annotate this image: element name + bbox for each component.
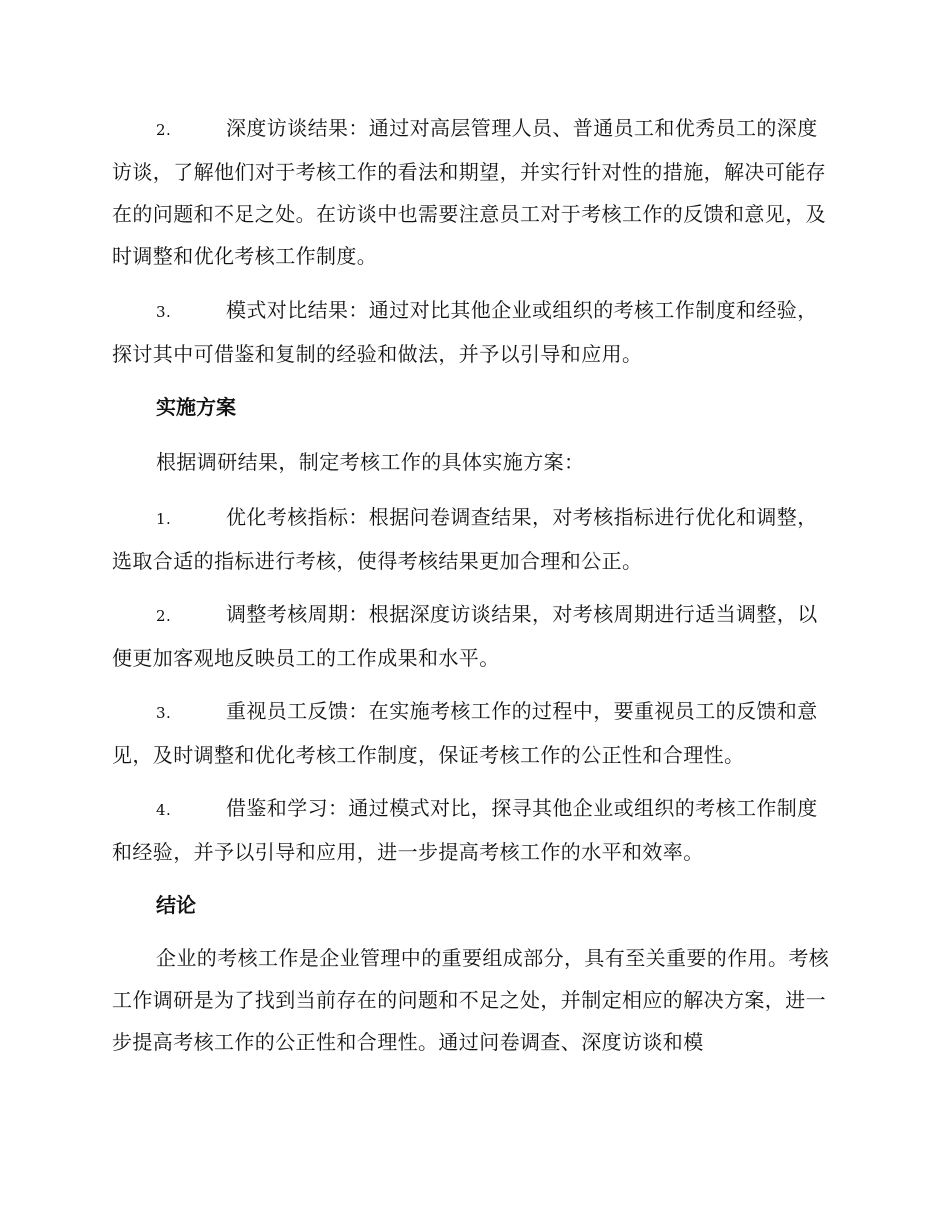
list-item-text: 重视员工反馈：在实施考核工作的过程中，要重视员工的反馈和意见，及时调整和优化考核工作制度，保证考核工作的公正性和合理性。: [112, 699, 818, 767]
list-item-text: 优化考核指标：根据问卷调查结果，对考核指标进行优化和调整，选取合适的指标进行考核，使得考核结果更加合理和公正。: [112, 505, 818, 573]
list-item: [112, 787, 832, 873]
list-item-text: 深度访谈结果：通过对高层管理人员、普通员工和优秀员工的深度访谈，了解他们对于考核工作的看法和期望，并实行针对性的措施，解决可能存在的问题和不足之处。在访谈中也需要注意员工对于考核工作的反馈和意见，及时调整和优化考核工作制度。: [112, 116, 826, 268]
list-item-number: 3.: [156, 303, 172, 321]
list-item: [112, 107, 832, 277]
list-item-text: 模式对比结果：通过对比其他企业或组织的考核工作制度和经验，探讨其中可借鉴和复制的经验和做法，并予以引导和应用。: [112, 298, 818, 366]
conclusion-paragraph: 企业的考核工作是企业管理中的重要组成部分，具有至关重要的作用。考核工作调研是为了找到当前存在的问题和不足之处，并制定相应的解决方案，进一步提高考核工作的公正性和合理性。通过问卷调查、深度访谈和模: [112, 946, 830, 1054]
section-heading-implementation: 实施方案: [156, 395, 236, 419]
list-item-number: 2.: [156, 121, 172, 139]
list-item-number: 2.: [156, 607, 172, 625]
list-item: [112, 496, 832, 582]
list-item-number: 4.: [156, 801, 172, 819]
list-item: [112, 289, 832, 375]
list-item-text: 借鉴和学习：通过模式对比，探寻其他企业或组织的考核工作制度和经验，并予以引导和应用，进一步提高考核工作的水平和效率。: [112, 796, 818, 864]
list-item-number: 3.: [156, 704, 172, 722]
list-item: [112, 690, 832, 776]
list-item-text: 调整考核周期：根据深度访谈结果，对考核周期进行适当调整，以便更加客观地反映员工的工作成果和水平。: [112, 602, 818, 670]
list-item-number: 1.: [156, 510, 172, 528]
list-item: [112, 593, 832, 679]
section-heading-conclusion: 结论: [156, 893, 196, 917]
section-intro: 根据调研结果，制定考核工作的具体实施方案：: [156, 450, 585, 474]
